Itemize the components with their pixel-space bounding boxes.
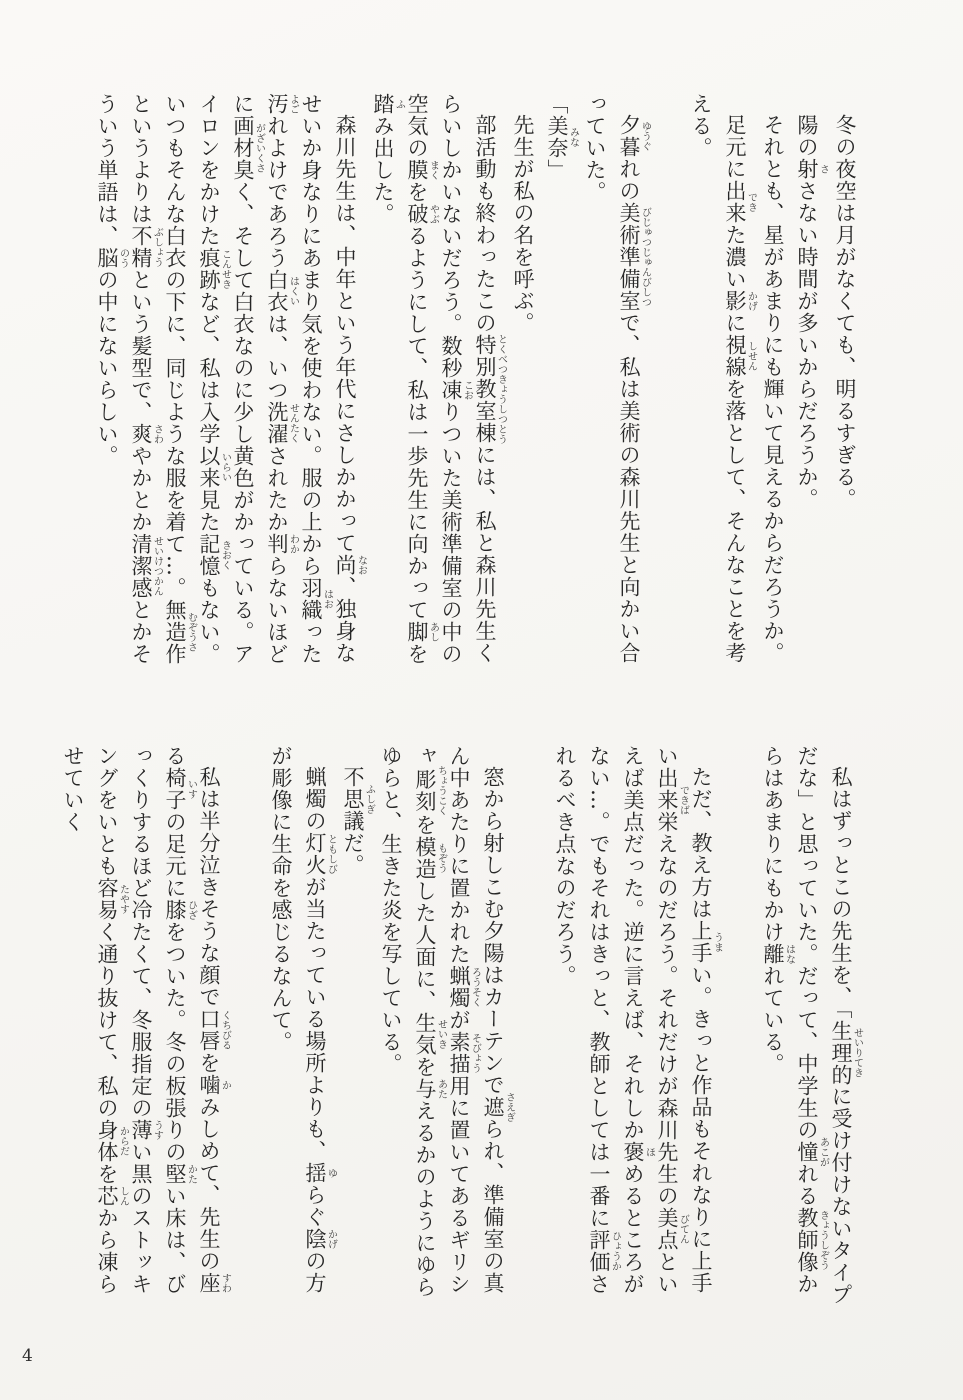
furigana-ruby: 彫刻ちょうこく — [413, 765, 447, 816]
furigana-ruby: 芯しん — [95, 1185, 129, 1207]
furigana-ruby: 痕跡こんせき — [197, 247, 231, 291]
paragraph: 足元に出来できた濃い影かげに視線しせんを落として、そんなことを考える。 — [689, 93, 757, 664]
paragraph: それとも、星があまりにも輝いて見えるからだろうか。 — [761, 114, 785, 664]
furigana-ruby: 以来いらい — [197, 445, 231, 489]
furigana-ruby: 洗濯せんたく — [265, 401, 299, 445]
furigana-ruby: 揺ゆ — [303, 1162, 337, 1184]
furigana-ruby: 脳のう — [95, 247, 129, 269]
furigana-ruby: 遮さえぎ — [481, 1092, 515, 1122]
furigana-ruby: 美点びてん — [655, 1207, 689, 1251]
furigana-ruby: 夕暮ゆうぐ — [617, 114, 651, 158]
furigana-ruby: 尚なお — [333, 554, 367, 576]
furigana-ruby: 蝋燭ろうそく — [447, 965, 481, 1009]
furigana-ruby: 影かげ — [723, 290, 757, 312]
furigana-ruby: 噛か — [197, 1074, 231, 1096]
blank-line — [650, 93, 684, 671]
furigana-ruby: 爽さわ — [129, 423, 163, 445]
furigana-ruby: 模造もぞう — [413, 836, 447, 880]
furigana-ruby: 座すわ — [197, 1272, 231, 1294]
paragraph: 不思議ふしぎだ。 — [341, 766, 375, 876]
paragraph: 冬の夜空は月がなくても、明るすぎる。 — [833, 114, 857, 510]
paragraph: 部活動も終わったこの特別教室棟とくべつきょうしつとうには、私と森川先生くらいしかいないだろう。数秒凍こおりついた美術準備室の中の空気の膜まくを破やぶるようにして、私は一歩先生に向かって脚あしを踏ふみ出した。 — [371, 93, 507, 665]
furigana-ruby: 踏ふ — [371, 93, 405, 115]
furigana-ruby: 褒ほ — [621, 1141, 655, 1163]
text-block-top — [90, 93, 862, 671]
furigana-ruby: 記憶きおく — [197, 533, 231, 577]
furigana-ruby: 脚あし — [405, 621, 439, 643]
furigana-ruby: 素描そびょう — [447, 1031, 481, 1075]
furigana-ruby: 教師像きょうしぞう — [795, 1207, 829, 1273]
furigana-ruby: 射さ — [795, 158, 829, 180]
furigana-ruby: 口唇くちびる — [197, 1008, 231, 1052]
furigana-ruby: 美奈みな — [545, 115, 579, 159]
paragraph: 森川先生は、中年という年代にさしかかって尚なお、独身なせいか身なりにあまり気を使わない。服の上から羽織はおった汚よごれよけであろう白衣はくいは、いつ洗濯せんたくされたか判わからないほどに画材臭がざいくさく、そして白衣なのに少し黄色がかっている。アイロンをかけた痕跡こんせきなど、私は入学以来いらい見た記憶きおくもない。いつもそんな白衣の下に、同じような服を着て…。無造作むぞうさというよりは不精ぶしょうという髪型で、爽さわやかとか清潔感せいけつかんとかそういう単語は、脳のうの中にないらしい。 — [95, 93, 367, 665]
paragraph: 窓から射しこむ夕陽はカーテンで遮さえぎられ、準備室の真ん中あたりに置かれた蝋燭ろうそくが素描そびょう用に置いてあるギリシャ彫刻ちょうこくを模造もぞうした人面に、生気せいきを与あたえるかのようにゆらゆらと、生きた炎を写している。 — [379, 745, 515, 1298]
furigana-ruby: 生気せいき — [413, 1012, 447, 1056]
furigana-ruby: 椅子いす — [163, 767, 197, 811]
blank-line — [722, 745, 756, 1311]
blank-line — [514, 745, 548, 1311]
blank-line — [230, 745, 264, 1311]
furigana-ruby: 与あた — [413, 1078, 447, 1100]
paragraph: 私は半分泣きそうな顔で口唇くちびるを噛かみしめて、先生の座すわる椅子いすの足元に膝ひざをついた。冬の板張りの堅かたい床は、びっくりするほど冷たくて、冬服指定の薄うすい黒のストッキングをいとも容易たやすく通り抜けて、私の身体からだを芯しんから凍らせていく — [61, 745, 231, 1295]
furigana-ruby: 容易たやす — [95, 877, 129, 921]
furigana-ruby: 灯火ともしび — [303, 832, 337, 876]
furigana-ruby: 白衣はくい — [265, 269, 299, 313]
paragraph: 陽の射ささない時間が多いからだろうか。 — [795, 114, 829, 510]
furigana-ruby: 堅かた — [163, 1163, 197, 1185]
furigana-ruby: 美術準備室びじゅつじゅんびしつ — [617, 202, 651, 312]
paragraph: 夕暮ゆうぐれの美術準備室びじゅつじゅんびしつで、私は美術の森川先生と向かい合っていた。 — [583, 93, 651, 664]
furigana-ruby: 出来でき — [723, 180, 757, 224]
furigana-ruby: 不思議ふしぎ — [341, 766, 375, 832]
furigana-ruby: 陰かげ — [303, 1228, 337, 1250]
text-block-bottom — [56, 745, 862, 1311]
furigana-ruby: 離はな — [761, 943, 795, 965]
paragraph: 私はずっとこの先生を、「生理的せいりてきに受け付けないタイプだな」と思っていた。だって、中学生の憧あこがれる教師像きょうしぞうからはあまりにもかけ離はなれている。 — [761, 745, 863, 1306]
furigana-ruby: 身体からだ — [95, 1119, 129, 1163]
furigana-ruby: 憧あこが — [795, 1137, 829, 1167]
furigana-ruby: 汚よご — [265, 93, 299, 115]
furigana-ruby: 画材臭がざいくさ — [231, 115, 265, 181]
furigana-ruby: 特別教室棟とくべつきょうしつとう — [473, 334, 507, 444]
furigana-ruby: 不精ぶしょう — [129, 225, 163, 269]
furigana-ruby: 薄うす — [129, 1119, 163, 1141]
paragraph: ただ、教え方は上手うまい。きっと作品もそれなりに上手い出来栄できばえなのだろう。それだけが森川先生の美点びてんといえば美点だった。逆に言えば、それしか褒ほめるところがない…。でもそれはきっと、教師としては一番に評価ひょうかされるべき点なのだろう。 — [553, 745, 723, 1295]
page-number: 4 — [22, 1346, 33, 1366]
paragraph: 先生が私の名を呼ぶ。 — [511, 114, 535, 334]
furigana-ruby: 破やぶ — [405, 203, 439, 225]
furigana-ruby: 判わか — [265, 533, 299, 555]
furigana-ruby: 生理的せいりてき — [829, 1019, 863, 1086]
furigana-ruby: 視線しせん — [723, 334, 757, 378]
paragraph: 「美奈みな」 — [545, 93, 579, 181]
paragraph: 蝋燭の灯火ともしびが当たっている場所よりも、揺ゆらぐ陰かげの方が彫像に生命を感じるなんて。 — [269, 745, 337, 1294]
furigana-ruby: 清潔感せいけつかん — [129, 533, 163, 599]
furigana-ruby: 羽織はお — [299, 577, 333, 621]
furigana-ruby: 膝ひざ — [163, 899, 197, 921]
furigana-ruby: 無造作むぞうさ — [163, 599, 197, 665]
furigana-ruby: 評価ひょうか — [587, 1229, 621, 1273]
furigana-ruby: 膜まく — [405, 159, 439, 181]
furigana-ruby: 凍こお — [439, 379, 473, 401]
furigana-ruby: 出来栄できば — [655, 767, 689, 833]
furigana-ruby: 上手うま — [689, 920, 723, 964]
